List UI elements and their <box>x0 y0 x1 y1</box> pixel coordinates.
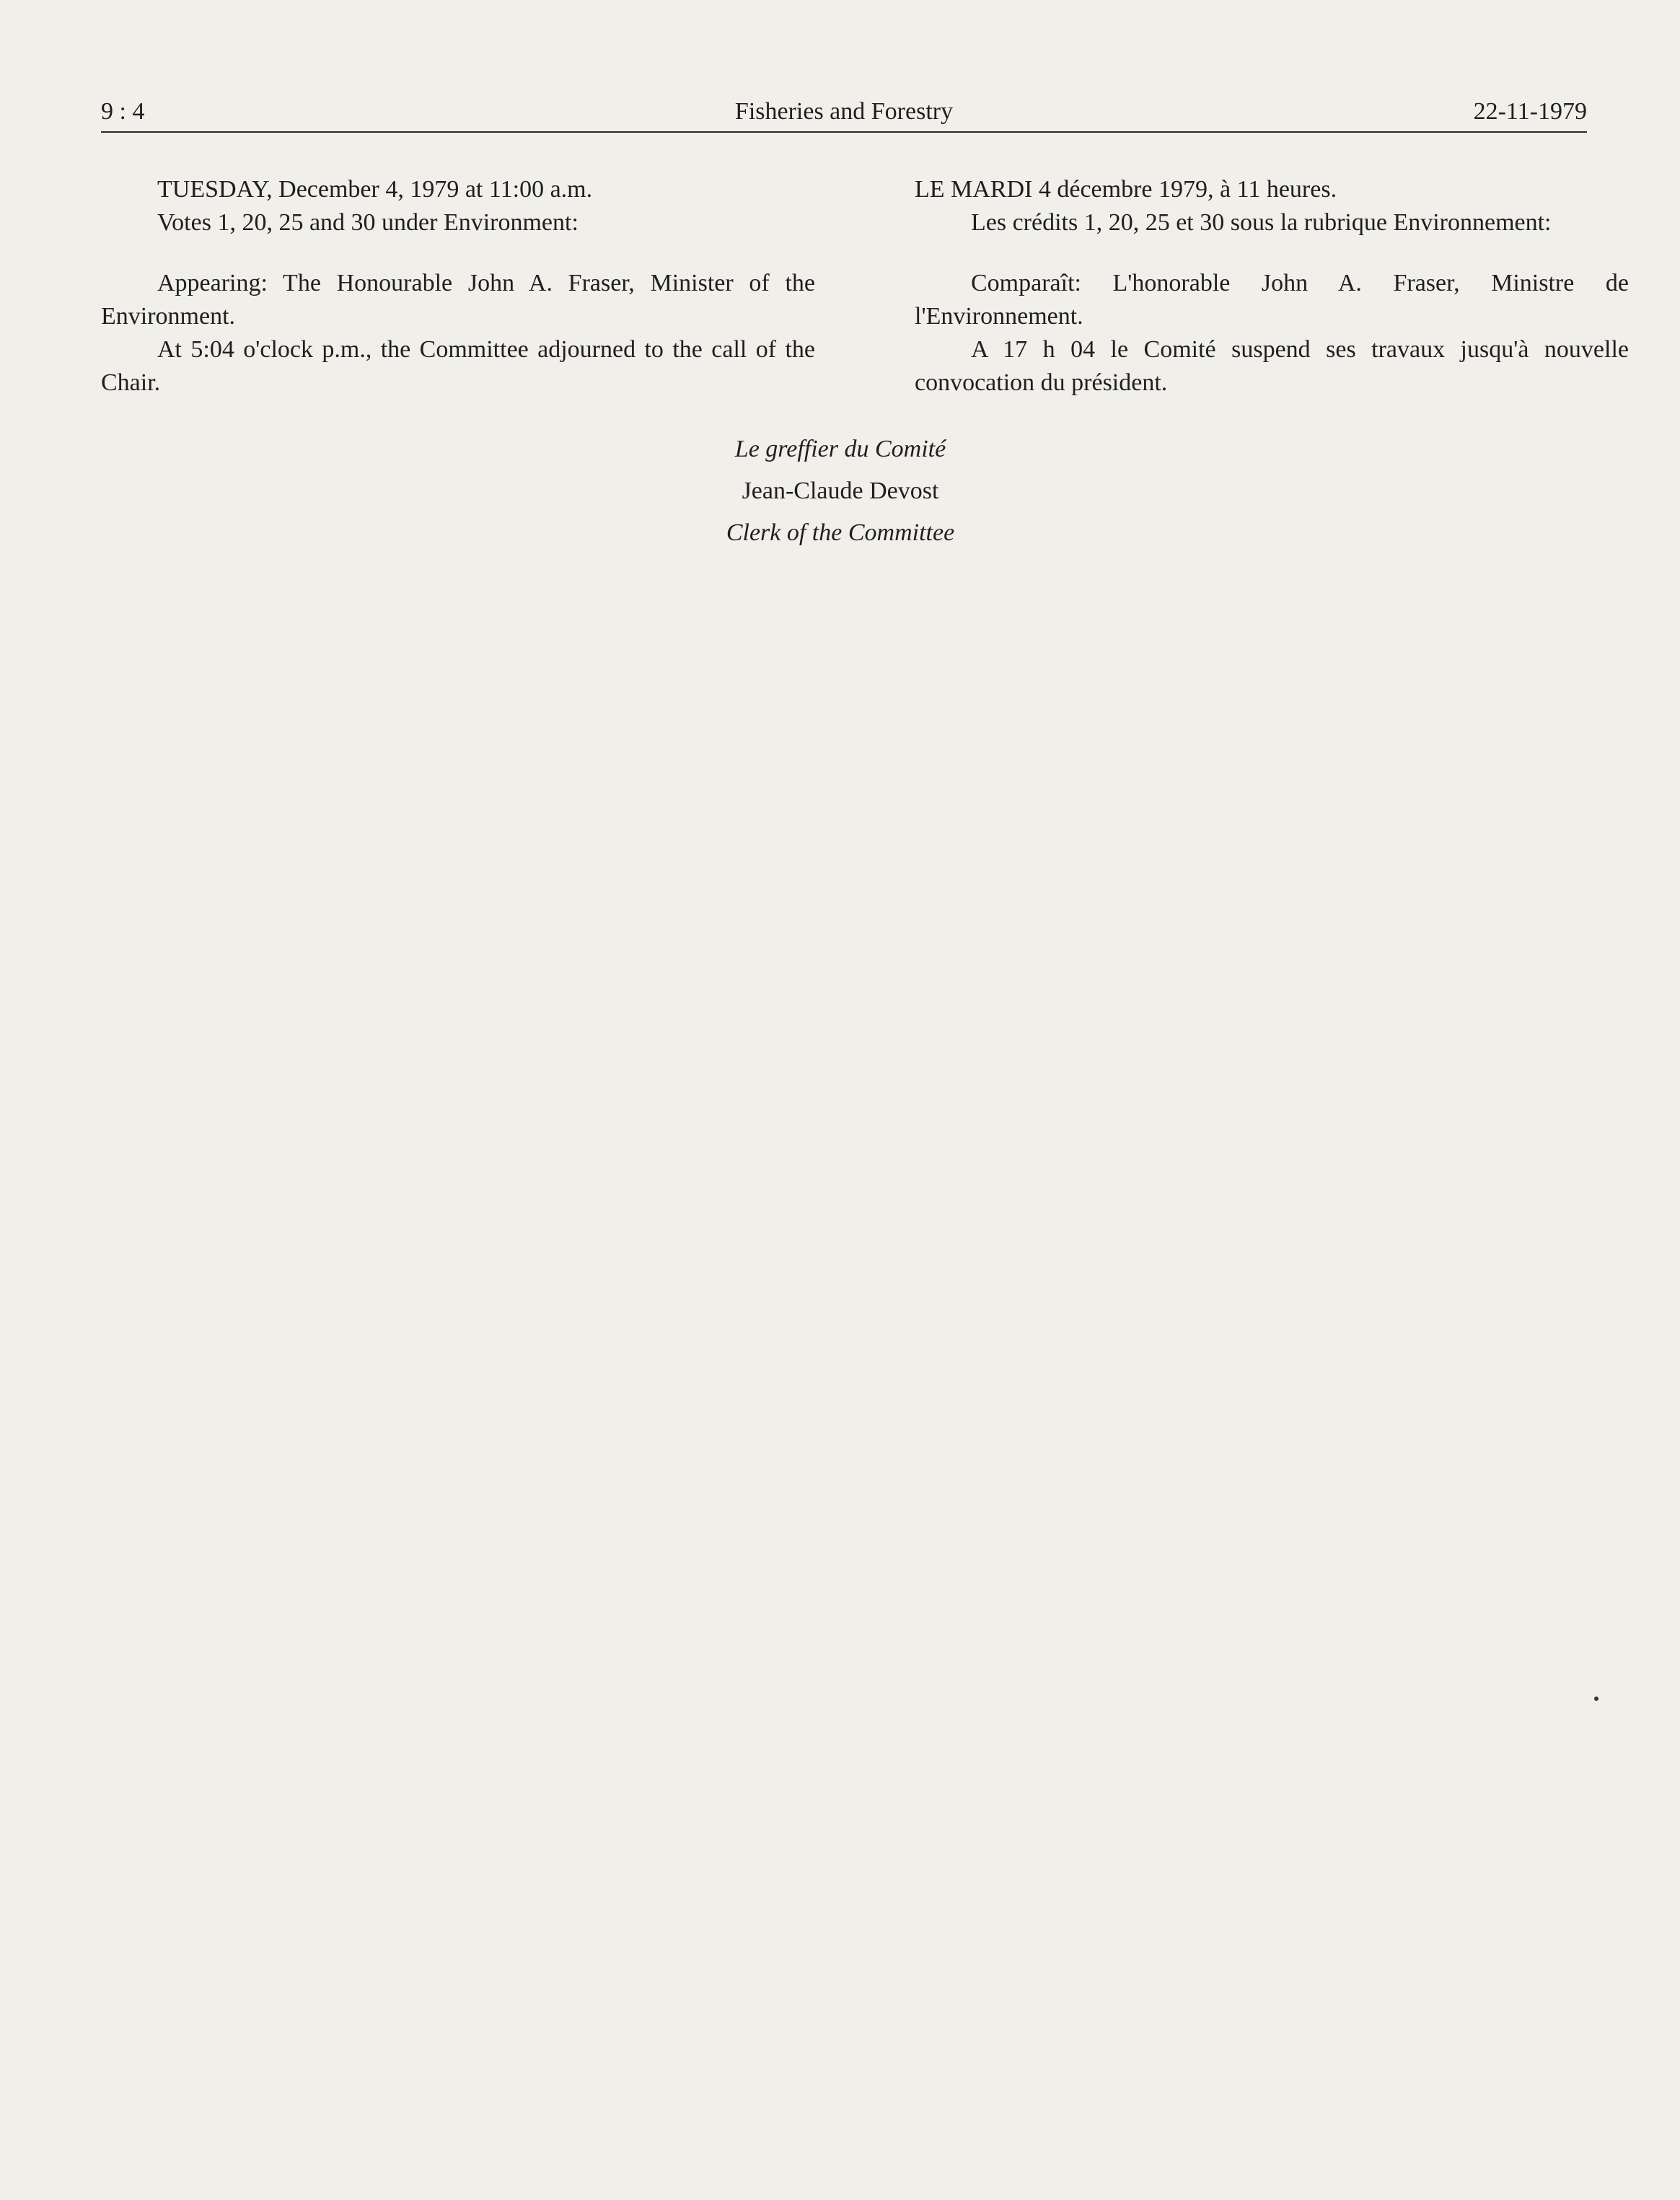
english-column <box>101 173 815 400</box>
ink-dot <box>1594 1697 1598 1701</box>
meeting-line-fr: LE MARDI 4 décembre 1979, à 11 heures. <box>915 176 1337 203</box>
page-number: 9 : 4 <box>101 98 145 125</box>
adjourned-en: At 5:04 o'clock p.m., the Committee adjourned to the call of the Chair. <box>101 336 815 396</box>
clerk-signature-block <box>534 433 1147 558</box>
appearing-en: Appearing: The Honourable John A. Fraser, Minister of the Environment. <box>101 270 815 330</box>
header-title: Fisheries and Forestry <box>734 98 954 125</box>
header-date: 22-11-1979 <box>1473 98 1587 125</box>
french-column <box>915 173 1629 400</box>
votes-line-en: Votes 1, 20, 25 and 30 under Environment: <box>157 209 579 236</box>
votes-line-fr: Les crédits 1, 20, 25 et 30 sous la rubrique Environnement: <box>971 209 1552 236</box>
adjourned-fr: A 17 h 04 le Comité suspend ses travaux jusqu'à nouvelle convocation du président. <box>915 336 1629 396</box>
clerk-title-en: Clerk of the Committee <box>726 519 955 546</box>
clerk-title-fr: Le greffier du Comité <box>734 436 946 462</box>
appearing-fr: Comparaît: L'honorable John A. Fraser, Ministre de l'Environnement. <box>915 270 1629 330</box>
meeting-line-en: TUESDAY, December 4, 1979 at 11:00 a.m. <box>157 176 593 203</box>
clerk-name: Jean-Claude Devost <box>742 478 939 504</box>
running-header <box>101 94 1587 133</box>
